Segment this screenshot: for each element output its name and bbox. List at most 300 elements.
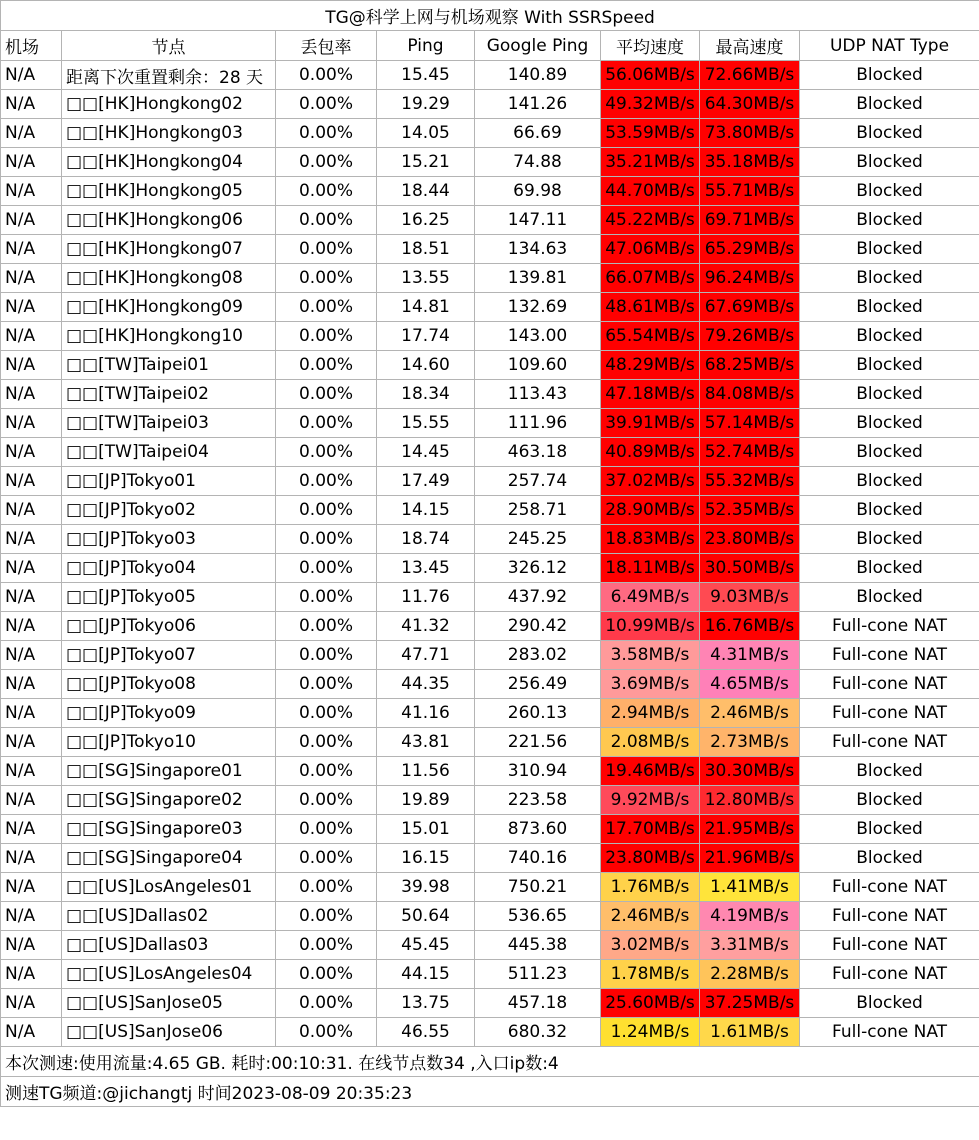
cell-udp-nat: Blocked bbox=[800, 293, 979, 322]
cell-avg-speed: 6.49MB/s bbox=[601, 583, 700, 612]
cell-ping: 14.15 bbox=[377, 496, 475, 525]
cell-loss: 0.00% bbox=[276, 525, 377, 554]
table-row bbox=[1, 931, 979, 960]
cell-ping: 46.55 bbox=[377, 1018, 475, 1047]
cell-node: □□[TW]Taipei02 bbox=[62, 380, 276, 409]
cell-udp-nat: Full-cone NAT bbox=[800, 960, 979, 989]
cell-google-ping: 143.00 bbox=[475, 322, 601, 351]
cell-max-speed: 16.76MB/s bbox=[700, 612, 800, 641]
cell-avg-speed: 2.46MB/s bbox=[601, 902, 700, 931]
cell-airport: N/A bbox=[1, 641, 62, 670]
cell-airport: N/A bbox=[1, 815, 62, 844]
table-row bbox=[1, 322, 979, 351]
cell-max-speed: 4.31MB/s bbox=[700, 641, 800, 670]
cell-node: □□[HK]Hongkong02 bbox=[62, 90, 276, 119]
cell-loss: 0.00% bbox=[276, 293, 377, 322]
cell-airport: N/A bbox=[1, 699, 62, 728]
table-row bbox=[1, 177, 979, 206]
cell-loss: 0.00% bbox=[276, 931, 377, 960]
cell-udp-nat: Blocked bbox=[800, 815, 979, 844]
cell-max-speed: 21.96MB/s bbox=[700, 844, 800, 873]
cell-node: □□[SG]Singapore01 bbox=[62, 757, 276, 786]
cell-node: □□[US]LosAngeles04 bbox=[62, 960, 276, 989]
header-udp-nat: UDP NAT Type bbox=[800, 31, 979, 61]
cell-airport: N/A bbox=[1, 351, 62, 380]
table-row bbox=[1, 554, 979, 583]
cell-max-speed: 1.41MB/s bbox=[700, 873, 800, 902]
header-google-ping: Google Ping bbox=[475, 31, 601, 61]
cell-loss: 0.00% bbox=[276, 873, 377, 902]
cell-loss: 0.00% bbox=[276, 496, 377, 525]
cell-ping: 17.74 bbox=[377, 322, 475, 351]
cell-node: □□[JP]Tokyo10 bbox=[62, 728, 276, 757]
cell-loss: 0.00% bbox=[276, 612, 377, 641]
footer-stats: 本次测速:使用流量:4.65 GB. 耗时:00:10:31. 在线节点数34 ,入口ip数:4 bbox=[1, 1047, 979, 1077]
cell-airport: N/A bbox=[1, 902, 62, 931]
cell-max-speed: 55.32MB/s bbox=[700, 467, 800, 496]
cell-airport: N/A bbox=[1, 90, 62, 119]
cell-ping: 11.56 bbox=[377, 757, 475, 786]
table-row bbox=[1, 61, 979, 90]
cell-max-speed: 1.61MB/s bbox=[700, 1018, 800, 1047]
cell-udp-nat: Blocked bbox=[800, 380, 979, 409]
cell-udp-nat: Full-cone NAT bbox=[800, 612, 979, 641]
cell-airport: N/A bbox=[1, 525, 62, 554]
cell-google-ping: 111.96 bbox=[475, 409, 601, 438]
footer-row-channel bbox=[1, 1077, 979, 1107]
table-row bbox=[1, 1018, 979, 1047]
cell-node: □□[HK]Hongkong08 bbox=[62, 264, 276, 293]
cell-ping: 45.45 bbox=[377, 931, 475, 960]
table-row bbox=[1, 902, 979, 931]
cell-udp-nat: Full-cone NAT bbox=[800, 1018, 979, 1047]
cell-node: □□[HK]Hongkong03 bbox=[62, 119, 276, 148]
table-row bbox=[1, 119, 979, 148]
cell-udp-nat: Full-cone NAT bbox=[800, 931, 979, 960]
cell-avg-speed: 2.94MB/s bbox=[601, 699, 700, 728]
cell-node: □□[US]LosAngeles01 bbox=[62, 873, 276, 902]
table-row bbox=[1, 467, 979, 496]
cell-udp-nat: Blocked bbox=[800, 757, 979, 786]
table-row bbox=[1, 264, 979, 293]
cell-google-ping: 134.63 bbox=[475, 235, 601, 264]
cell-max-speed: 68.25MB/s bbox=[700, 351, 800, 380]
cell-loss: 0.00% bbox=[276, 90, 377, 119]
cell-airport: N/A bbox=[1, 177, 62, 206]
cell-airport: N/A bbox=[1, 757, 62, 786]
cell-google-ping: 132.69 bbox=[475, 293, 601, 322]
cell-avg-speed: 28.90MB/s bbox=[601, 496, 700, 525]
cell-google-ping: 140.89 bbox=[475, 61, 601, 90]
title-row bbox=[1, 1, 979, 31]
cell-node: □□[JP]Tokyo07 bbox=[62, 641, 276, 670]
cell-avg-speed: 1.76MB/s bbox=[601, 873, 700, 902]
table-body bbox=[1, 61, 979, 1047]
cell-udp-nat: Full-cone NAT bbox=[800, 699, 979, 728]
table-row bbox=[1, 728, 979, 757]
cell-ping: 15.55 bbox=[377, 409, 475, 438]
cell-loss: 0.00% bbox=[276, 148, 377, 177]
cell-airport: N/A bbox=[1, 786, 62, 815]
cell-max-speed: 52.74MB/s bbox=[700, 438, 800, 467]
cell-google-ping: 257.74 bbox=[475, 467, 601, 496]
cell-node: □□[TW]Taipei03 bbox=[62, 409, 276, 438]
cell-node: □□[US]SanJose05 bbox=[62, 989, 276, 1018]
cell-avg-speed: 1.24MB/s bbox=[601, 1018, 700, 1047]
cell-avg-speed: 48.29MB/s bbox=[601, 351, 700, 380]
cell-max-speed: 55.71MB/s bbox=[700, 177, 800, 206]
cell-udp-nat: Blocked bbox=[800, 525, 979, 554]
cell-node: □□[JP]Tokyo02 bbox=[62, 496, 276, 525]
cell-loss: 0.00% bbox=[276, 844, 377, 873]
cell-max-speed: 57.14MB/s bbox=[700, 409, 800, 438]
cell-loss: 0.00% bbox=[276, 728, 377, 757]
cell-node: □□[HK]Hongkong10 bbox=[62, 322, 276, 351]
cell-udp-nat: Full-cone NAT bbox=[800, 641, 979, 670]
cell-airport: N/A bbox=[1, 380, 62, 409]
cell-max-speed: 72.66MB/s bbox=[700, 61, 800, 90]
cell-udp-nat: Full-cone NAT bbox=[800, 902, 979, 931]
cell-avg-speed: 3.69MB/s bbox=[601, 670, 700, 699]
cell-google-ping: 221.56 bbox=[475, 728, 601, 757]
table-title: TG@科学上网与机场观察 With SSRSpeed bbox=[1, 1, 979, 31]
cell-ping: 41.32 bbox=[377, 612, 475, 641]
cell-ping: 19.89 bbox=[377, 786, 475, 815]
table-row bbox=[1, 670, 979, 699]
cell-max-speed: 35.18MB/s bbox=[700, 148, 800, 177]
cell-ping: 18.74 bbox=[377, 525, 475, 554]
cell-avg-speed: 35.21MB/s bbox=[601, 148, 700, 177]
cell-airport: N/A bbox=[1, 409, 62, 438]
cell-node: □□[HK]Hongkong04 bbox=[62, 148, 276, 177]
cell-airport: N/A bbox=[1, 148, 62, 177]
cell-airport: N/A bbox=[1, 438, 62, 467]
cell-google-ping: 139.81 bbox=[475, 264, 601, 293]
cell-udp-nat: Full-cone NAT bbox=[800, 728, 979, 757]
table-row bbox=[1, 90, 979, 119]
cell-avg-speed: 56.06MB/s bbox=[601, 61, 700, 90]
table-row bbox=[1, 206, 979, 235]
cell-udp-nat: Blocked bbox=[800, 438, 979, 467]
cell-udp-nat: Blocked bbox=[800, 351, 979, 380]
cell-ping: 43.81 bbox=[377, 728, 475, 757]
cell-max-speed: 64.30MB/s bbox=[700, 90, 800, 119]
cell-airport: N/A bbox=[1, 264, 62, 293]
cell-node: □□[HK]Hongkong05 bbox=[62, 177, 276, 206]
cell-google-ping: 326.12 bbox=[475, 554, 601, 583]
cell-ping: 39.98 bbox=[377, 873, 475, 902]
cell-ping: 15.21 bbox=[377, 148, 475, 177]
cell-max-speed: 4.19MB/s bbox=[700, 902, 800, 931]
cell-ping: 13.75 bbox=[377, 989, 475, 1018]
cell-ping: 18.51 bbox=[377, 235, 475, 264]
cell-udp-nat: Blocked bbox=[800, 119, 979, 148]
cell-loss: 0.00% bbox=[276, 235, 377, 264]
cell-google-ping: 283.02 bbox=[475, 641, 601, 670]
cell-airport: N/A bbox=[1, 235, 62, 264]
cell-max-speed: 30.30MB/s bbox=[700, 757, 800, 786]
cell-node: □□[JP]Tokyo06 bbox=[62, 612, 276, 641]
table-row bbox=[1, 757, 979, 786]
cell-google-ping: 463.18 bbox=[475, 438, 601, 467]
cell-ping: 13.45 bbox=[377, 554, 475, 583]
cell-ping: 17.49 bbox=[377, 467, 475, 496]
header-airport: 机场 bbox=[1, 31, 62, 61]
cell-airport: N/A bbox=[1, 612, 62, 641]
table-row bbox=[1, 583, 979, 612]
cell-udp-nat: Blocked bbox=[800, 177, 979, 206]
cell-udp-nat: Blocked bbox=[800, 496, 979, 525]
cell-max-speed: 65.29MB/s bbox=[700, 235, 800, 264]
cell-loss: 0.00% bbox=[276, 960, 377, 989]
cell-google-ping: 66.69 bbox=[475, 119, 601, 148]
cell-airport: N/A bbox=[1, 960, 62, 989]
cell-max-speed: 84.08MB/s bbox=[700, 380, 800, 409]
cell-node: □□[US]Dallas02 bbox=[62, 902, 276, 931]
cell-udp-nat: Blocked bbox=[800, 989, 979, 1018]
cell-node: □□[TW]Taipei01 bbox=[62, 351, 276, 380]
cell-max-speed: 9.03MB/s bbox=[700, 583, 800, 612]
cell-loss: 0.00% bbox=[276, 583, 377, 612]
cell-avg-speed: 19.46MB/s bbox=[601, 757, 700, 786]
cell-loss: 0.00% bbox=[276, 902, 377, 931]
cell-avg-speed: 17.70MB/s bbox=[601, 815, 700, 844]
cell-node: □□[JP]Tokyo01 bbox=[62, 467, 276, 496]
header-ping: Ping bbox=[377, 31, 475, 61]
cell-udp-nat: Blocked bbox=[800, 409, 979, 438]
table-row bbox=[1, 351, 979, 380]
header-avg-speed: 平均速度 bbox=[601, 31, 700, 61]
cell-google-ping: 74.88 bbox=[475, 148, 601, 177]
cell-avg-speed: 18.11MB/s bbox=[601, 554, 700, 583]
table-row bbox=[1, 873, 979, 902]
cell-ping: 18.44 bbox=[377, 177, 475, 206]
cell-airport: N/A bbox=[1, 931, 62, 960]
cell-airport: N/A bbox=[1, 873, 62, 902]
cell-loss: 0.00% bbox=[276, 1018, 377, 1047]
cell-google-ping: 310.94 bbox=[475, 757, 601, 786]
cell-max-speed: 4.65MB/s bbox=[700, 670, 800, 699]
cell-node: □□[JP]Tokyo04 bbox=[62, 554, 276, 583]
header-loss: 丢包率 bbox=[276, 31, 377, 61]
cell-node: □□[SG]Singapore04 bbox=[62, 844, 276, 873]
table-row bbox=[1, 409, 979, 438]
header-row bbox=[1, 31, 979, 61]
cell-max-speed: 30.50MB/s bbox=[700, 554, 800, 583]
cell-ping: 19.29 bbox=[377, 90, 475, 119]
cell-loss: 0.00% bbox=[276, 351, 377, 380]
cell-avg-speed: 3.02MB/s bbox=[601, 931, 700, 960]
cell-loss: 0.00% bbox=[276, 699, 377, 728]
cell-avg-speed: 45.22MB/s bbox=[601, 206, 700, 235]
cell-google-ping: 147.11 bbox=[475, 206, 601, 235]
cell-loss: 0.00% bbox=[276, 177, 377, 206]
cell-ping: 15.01 bbox=[377, 815, 475, 844]
cell-loss: 0.00% bbox=[276, 641, 377, 670]
cell-airport: N/A bbox=[1, 496, 62, 525]
cell-loss: 0.00% bbox=[276, 438, 377, 467]
cell-node: □□[TW]Taipei04 bbox=[62, 438, 276, 467]
cell-udp-nat: Blocked bbox=[800, 61, 979, 90]
cell-google-ping: 141.26 bbox=[475, 90, 601, 119]
header-max-speed: 最高速度 bbox=[700, 31, 800, 61]
table-row bbox=[1, 380, 979, 409]
cell-ping: 41.16 bbox=[377, 699, 475, 728]
cell-node: □□[JP]Tokyo05 bbox=[62, 583, 276, 612]
cell-google-ping: 223.58 bbox=[475, 786, 601, 815]
cell-udp-nat: Full-cone NAT bbox=[800, 873, 979, 902]
cell-airport: N/A bbox=[1, 322, 62, 351]
cell-ping: 15.45 bbox=[377, 61, 475, 90]
cell-loss: 0.00% bbox=[276, 786, 377, 815]
table-row bbox=[1, 699, 979, 728]
cell-max-speed: 69.71MB/s bbox=[700, 206, 800, 235]
cell-node: □□[US]Dallas03 bbox=[62, 931, 276, 960]
cell-avg-speed: 40.89MB/s bbox=[601, 438, 700, 467]
cell-google-ping: 873.60 bbox=[475, 815, 601, 844]
cell-node: □□[JP]Tokyo09 bbox=[62, 699, 276, 728]
cell-udp-nat: Blocked bbox=[800, 235, 979, 264]
cell-max-speed: 2.28MB/s bbox=[700, 960, 800, 989]
cell-avg-speed: 53.59MB/s bbox=[601, 119, 700, 148]
cell-avg-speed: 23.80MB/s bbox=[601, 844, 700, 873]
cell-node: □□[SG]Singapore03 bbox=[62, 815, 276, 844]
cell-udp-nat: Blocked bbox=[800, 206, 979, 235]
cell-avg-speed: 18.83MB/s bbox=[601, 525, 700, 554]
cell-node: □□[SG]Singapore02 bbox=[62, 786, 276, 815]
cell-udp-nat: Blocked bbox=[800, 148, 979, 177]
table-row bbox=[1, 815, 979, 844]
cell-max-speed: 2.46MB/s bbox=[700, 699, 800, 728]
cell-loss: 0.00% bbox=[276, 815, 377, 844]
cell-airport: N/A bbox=[1, 989, 62, 1018]
cell-google-ping: 437.92 bbox=[475, 583, 601, 612]
cell-loss: 0.00% bbox=[276, 206, 377, 235]
table-row bbox=[1, 989, 979, 1018]
cell-max-speed: 52.35MB/s bbox=[700, 496, 800, 525]
cell-google-ping: 69.98 bbox=[475, 177, 601, 206]
cell-loss: 0.00% bbox=[276, 61, 377, 90]
cell-max-speed: 37.25MB/s bbox=[700, 989, 800, 1018]
cell-loss: 0.00% bbox=[276, 322, 377, 351]
cell-avg-speed: 49.32MB/s bbox=[601, 90, 700, 119]
cell-udp-nat: Blocked bbox=[800, 322, 979, 351]
cell-avg-speed: 1.78MB/s bbox=[601, 960, 700, 989]
table-row bbox=[1, 844, 979, 873]
cell-loss: 0.00% bbox=[276, 989, 377, 1018]
cell-airport: N/A bbox=[1, 728, 62, 757]
cell-ping: 47.71 bbox=[377, 641, 475, 670]
cell-ping: 14.05 bbox=[377, 119, 475, 148]
cell-google-ping: 750.21 bbox=[475, 873, 601, 902]
table-row bbox=[1, 148, 979, 177]
cell-google-ping: 740.16 bbox=[475, 844, 601, 873]
cell-loss: 0.00% bbox=[276, 264, 377, 293]
cell-avg-speed: 25.60MB/s bbox=[601, 989, 700, 1018]
cell-google-ping: 511.23 bbox=[475, 960, 601, 989]
cell-avg-speed: 10.99MB/s bbox=[601, 612, 700, 641]
cell-max-speed: 12.80MB/s bbox=[700, 786, 800, 815]
cell-udp-nat: Full-cone NAT bbox=[800, 670, 979, 699]
cell-ping: 11.76 bbox=[377, 583, 475, 612]
cell-node: □□[HK]Hongkong09 bbox=[62, 293, 276, 322]
cell-ping: 16.15 bbox=[377, 844, 475, 873]
footer-row-stats bbox=[1, 1047, 979, 1077]
table-row bbox=[1, 293, 979, 322]
cell-airport: N/A bbox=[1, 293, 62, 322]
cell-ping: 14.60 bbox=[377, 351, 475, 380]
header-node: 节点 bbox=[62, 31, 276, 61]
cell-udp-nat: Blocked bbox=[800, 264, 979, 293]
cell-loss: 0.00% bbox=[276, 757, 377, 786]
cell-airport: N/A bbox=[1, 119, 62, 148]
cell-airport: N/A bbox=[1, 206, 62, 235]
cell-node: □□[JP]Tokyo03 bbox=[62, 525, 276, 554]
cell-airport: N/A bbox=[1, 670, 62, 699]
cell-ping: 14.45 bbox=[377, 438, 475, 467]
cell-avg-speed: 48.61MB/s bbox=[601, 293, 700, 322]
cell-ping: 44.35 bbox=[377, 670, 475, 699]
cell-udp-nat: Blocked bbox=[800, 554, 979, 583]
cell-max-speed: 73.80MB/s bbox=[700, 119, 800, 148]
cell-max-speed: 96.24MB/s bbox=[700, 264, 800, 293]
cell-google-ping: 245.25 bbox=[475, 525, 601, 554]
cell-airport: N/A bbox=[1, 61, 62, 90]
cell-avg-speed: 66.07MB/s bbox=[601, 264, 700, 293]
table-row bbox=[1, 612, 979, 641]
cell-udp-nat: Blocked bbox=[800, 844, 979, 873]
cell-google-ping: 113.43 bbox=[475, 380, 601, 409]
table-row bbox=[1, 438, 979, 467]
cell-ping: 16.25 bbox=[377, 206, 475, 235]
cell-google-ping: 109.60 bbox=[475, 351, 601, 380]
table-row bbox=[1, 496, 979, 525]
table-row bbox=[1, 960, 979, 989]
cell-google-ping: 536.65 bbox=[475, 902, 601, 931]
cell-loss: 0.00% bbox=[276, 467, 377, 496]
cell-avg-speed: 9.92MB/s bbox=[601, 786, 700, 815]
cell-max-speed: 2.73MB/s bbox=[700, 728, 800, 757]
cell-ping: 13.55 bbox=[377, 264, 475, 293]
cell-udp-nat: Blocked bbox=[800, 90, 979, 119]
cell-max-speed: 3.31MB/s bbox=[700, 931, 800, 960]
cell-loss: 0.00% bbox=[276, 554, 377, 583]
cell-loss: 0.00% bbox=[276, 119, 377, 148]
cell-avg-speed: 47.18MB/s bbox=[601, 380, 700, 409]
cell-avg-speed: 3.58MB/s bbox=[601, 641, 700, 670]
cell-avg-speed: 37.02MB/s bbox=[601, 467, 700, 496]
table-row bbox=[1, 525, 979, 554]
cell-max-speed: 21.95MB/s bbox=[700, 815, 800, 844]
cell-ping: 14.81 bbox=[377, 293, 475, 322]
cell-airport: N/A bbox=[1, 1018, 62, 1047]
cell-avg-speed: 39.91MB/s bbox=[601, 409, 700, 438]
cell-loss: 0.00% bbox=[276, 409, 377, 438]
cell-udp-nat: Blocked bbox=[800, 583, 979, 612]
cell-node: 距离下次重置剩余：28 天 bbox=[62, 61, 276, 90]
cell-google-ping: 256.49 bbox=[475, 670, 601, 699]
cell-ping: 44.15 bbox=[377, 960, 475, 989]
cell-google-ping: 457.18 bbox=[475, 989, 601, 1018]
cell-avg-speed: 65.54MB/s bbox=[601, 322, 700, 351]
cell-airport: N/A bbox=[1, 467, 62, 496]
table-row bbox=[1, 641, 979, 670]
cell-node: □□[JP]Tokyo08 bbox=[62, 670, 276, 699]
cell-airport: N/A bbox=[1, 554, 62, 583]
cell-udp-nat: Blocked bbox=[800, 467, 979, 496]
footer-channel: 测速TG频道:@jichangtj 时间2023-08-09 20:35:23 bbox=[1, 1077, 979, 1107]
cell-google-ping: 260.13 bbox=[475, 699, 601, 728]
